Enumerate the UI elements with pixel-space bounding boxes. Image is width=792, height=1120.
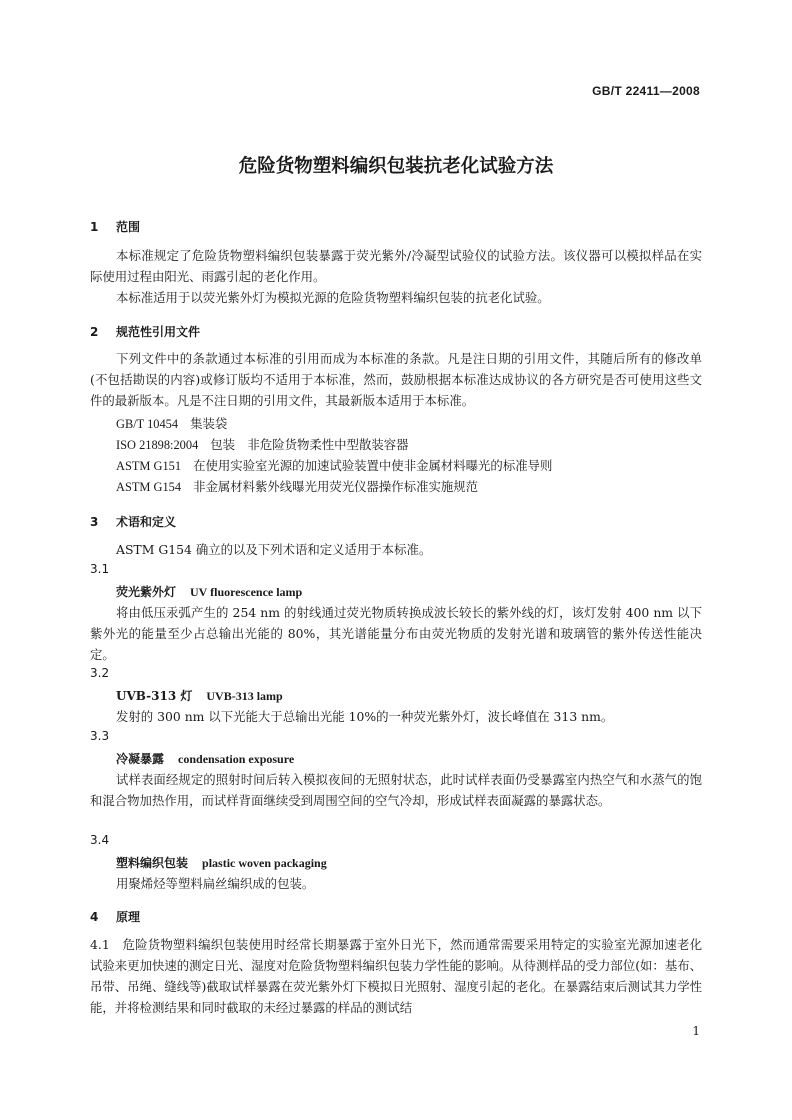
term-zh: 冷凝暴露 xyxy=(116,752,165,766)
term-3-4-number: 3.4 xyxy=(90,833,110,847)
reference-title: 在使用实验室光源的加速试验装置中使非金属材料曝光的标准导则 xyxy=(193,458,553,473)
term-zh: UVB-313 灯 xyxy=(116,689,193,703)
reference-title: 包装 非危险货物柔性中型散装容器 xyxy=(210,437,409,452)
section-number: 1 xyxy=(90,220,99,234)
section-3-intro: ASTM G154 确立的以及下列术语和定义适用于本标准。 xyxy=(116,542,432,557)
term-en: plastic woven packaging xyxy=(202,856,327,870)
section-number: 2 xyxy=(90,325,99,339)
term-zh: 塑料编织包装 xyxy=(116,856,189,870)
page-number: 1 xyxy=(692,1024,700,1038)
section-1-paragraph-1: 本标准规定了危险货物塑料编织包装暴露于荧光紫外/冷凝型试验仪的试验方法。该仪器可以模拟样品在实际使用过程由阳光、雨露引起的老化作用。 xyxy=(90,248,702,284)
reference-item xyxy=(116,456,552,474)
section-1-heading xyxy=(90,218,140,235)
section-2-heading xyxy=(90,323,200,340)
section-title: 范围 xyxy=(116,220,141,234)
term-3-3-definition: 试样表面经规定的照射时间后转入模拟夜间的无照射状态，此时试样表面仍受暴露室内热空气和水蒸气的饱和混合物加热作用，而试样背面继续受到周围空间的空气冷却，形成试样表面凝露的暴露状态。 xyxy=(90,772,702,808)
reference-code: ASTM G154 xyxy=(116,480,182,494)
reference-item xyxy=(116,435,409,453)
reference-title: 非金属材料紫外线曝光用荧光仪器操作标准实施规范 xyxy=(193,479,479,494)
section-4-heading xyxy=(90,908,140,925)
reference-code: ISO 21898:2004 xyxy=(116,438,199,452)
section-title: 原理 xyxy=(116,910,141,924)
section-2-paragraph-1: 下列文件中的条款通过本标准的引用而成为本标准的条款。凡是注日期的引用文件，其随后所有的修改单(不包括勘误的内容)或修订版均不适用于本标准，然而，鼓励根据本标准达成协议的各方研究是否可使用这些文件的最新版本。凡是不注日期的引用文件，其最新版本适用于本标准。 xyxy=(90,351,702,408)
section-title: 术语和定义 xyxy=(116,515,177,529)
term-3-1-number: 3.1 xyxy=(90,562,110,576)
term-en: UVB-313 lamp xyxy=(206,689,283,703)
term-3-1-name xyxy=(116,583,302,600)
section-title: 规范性引用文件 xyxy=(116,325,201,339)
term-3-4-name xyxy=(116,854,327,871)
term-3-2-number: 3.2 xyxy=(90,666,110,680)
term-3-2-name xyxy=(116,687,283,704)
reference-code: ASTM G151 xyxy=(116,459,182,473)
reference-item xyxy=(116,477,478,495)
term-3-4-definition: 用聚烯烃等塑料扁丝编织成的包装。 xyxy=(116,876,315,891)
term-3-1-definition: 将由低压汞弧产生的 254 nm 的射线通过荧光物质转换成波长较长的紫外线的灯，该灯发射 400 nm 以下紫外光的能量至少占总输出光能的 80%，其光谱能量分布由荧光物质的发射光谱和玻璃管的紫外传送性能决定。 xyxy=(90,605,702,662)
section-4-paragraph-1: 4.1 危险货物塑料编织包装使用时经常长期暴露于室外日光下，然而通常需要采用特定的实验室光源加速老化试验来更加快速的测定日光、湿度对危险货物塑料编织包装力学性能的影响。从待测样品的受力部位(如：基布、吊带、吊绳、缝线等)截取试样暴露在荧光紫外灯下模拟日光照射、湿度引起的老化。在暴露结束后测试其力学性能，并将检测结果和同时截取的未经过暴露的样品的测试结 xyxy=(90,937,702,1015)
section-number: 3 xyxy=(90,515,99,529)
term-3-3-name xyxy=(116,750,294,767)
reference-title: 集装袋 xyxy=(190,416,228,431)
standard-code: GB/T 22411—2008 xyxy=(592,84,700,98)
section-number: 4 xyxy=(90,910,99,924)
reference-code: GB/T 10454 xyxy=(116,417,179,431)
document-title: 危险货物塑料编织包装抗老化试验方法 xyxy=(238,156,554,177)
term-3-3-number: 3.3 xyxy=(90,729,110,743)
term-3-2-definition: 发射的 300 nm 以下光能大于总输出光能 10%的一种荧光紫外灯，波长峰值在 313 nm。 xyxy=(116,709,614,724)
term-en: UV fluorescence lamp xyxy=(190,585,303,599)
section-3-heading xyxy=(90,513,176,530)
reference-item xyxy=(116,414,227,432)
section-1-paragraph-2: 本标准适用于以荧光紫外灯为模拟光源的危险货物塑料编织包装的抗老化试验。 xyxy=(116,290,550,305)
term-en: condensation exposure xyxy=(178,752,295,766)
term-zh: 荧光紫外灯 xyxy=(116,585,177,599)
